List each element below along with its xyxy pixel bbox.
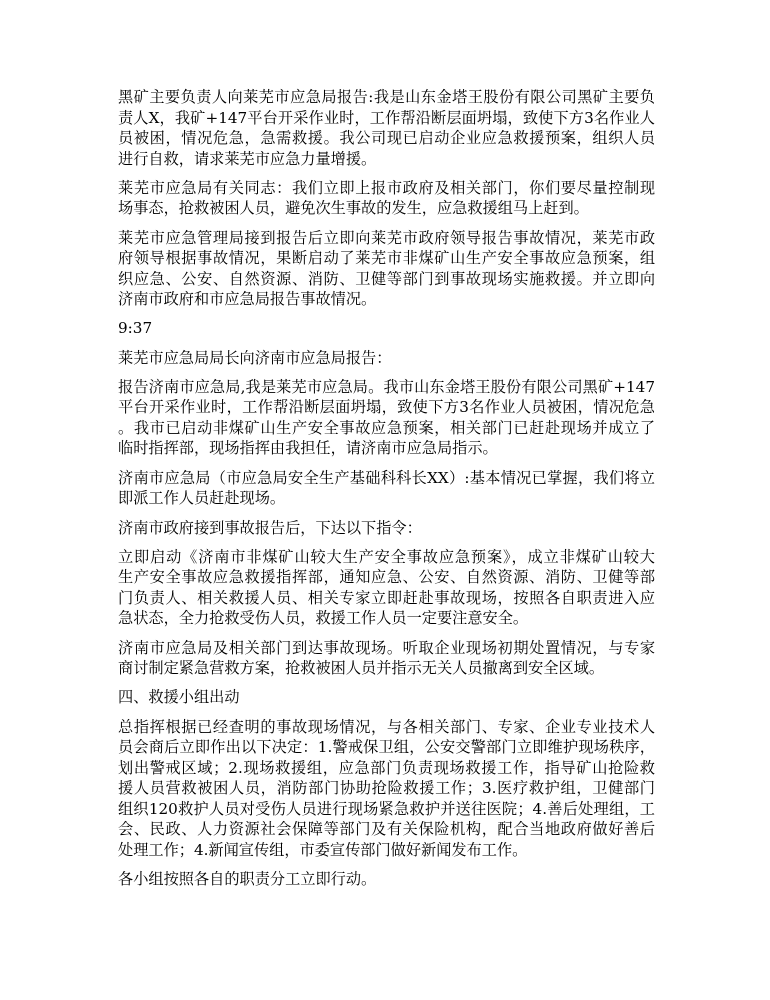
paragraph (118, 178, 655, 219)
text-line: 进行自救，请求莱芜市应急力量增援。 (118, 149, 377, 168)
text-line: 各小组按照各自的职责分工立即行动。 (118, 870, 377, 889)
text-line: 。我市已启动非煤矿山生产安全事故应急预案，相关部门已赶赴现场并成立了 (118, 418, 655, 437)
text-line: 四、救援小组出动 (118, 688, 240, 707)
text-line: 员被困，情况危急，急需救援。我公司现已启动企业应急救援预案，组织人员 (118, 129, 655, 147)
text-line: 即派工作人员赶赴现场。 (118, 489, 286, 508)
text-line: 援人员营救被困人员，消防部门协助抢险救援工作；3.医疗救护组，卫健部门 (118, 779, 655, 798)
text-line: 门负责人、相关救援人员、相关专家立即赶赴事故现场，按照各自职责进入应 (118, 588, 655, 607)
paragraph (118, 377, 655, 459)
text-line: 生产安全事故应急救援指挥部，通知应急、公安、自然资源、消防、卫健等部 (118, 568, 655, 587)
text-line: 会、民政、人力资源社会保障等部门及有关保险机构，配合当地政府做好善后 (118, 820, 655, 839)
document-body (118, 87, 655, 898)
text-line: 报告济南市应急局,我是莱芜市应急局。我市山东金塔王股份有限公司黑矿+147 (118, 377, 655, 396)
text-line: 济南市政府和市应急局报告事故情况。 (118, 290, 377, 309)
text-line: 济南市政府接到事故报告后，下达以下指令： (118, 518, 422, 537)
paragraph (118, 87, 655, 169)
text-line: 莱芜市应急局局长向济南市应急局报告： (118, 348, 392, 367)
text-line: 莱芜市应急管理局接到报告后立即向莱芜市政府领导报告事故情况，莱芜市政 (118, 228, 655, 247)
text-line: 组织120救护人员对受伤人员进行现场紧急救护并送往医院；4.善后处理组，工 (118, 799, 655, 818)
text-line: 府领导根据事故情况，果断启动了莱芜市非煤矿山生产安全事故应急预案，组 (118, 249, 655, 268)
text-line: 莱芜市应急局有关同志：我们立即上报市政府及相关部门，你们要尽量控制现 (118, 178, 655, 197)
text-line: 临时指挥部，现场指挥由我担任，请济南市应急局指示。 (118, 439, 498, 458)
text-line: 场事态，抢救被困人员，避免次生事故的发生，应急救援组马上赶到。 (118, 199, 589, 218)
text-line: 处理工作；4.新闻宣传组，市委宣传部门做好新闻发布工作。 (118, 840, 528, 859)
text-line: 立即启动《济南市非煤矿山较大生产安全事故应急预案》，成立非煤矿山较大 (118, 547, 655, 566)
paragraph (118, 717, 655, 861)
text-line: 织应急、公安、自然资源、消防、卫健等部门到事故现场实施救援。并立即向 (118, 269, 655, 288)
text-line: 济南市应急局（市应急局安全生产基础科科长XX）:基本情况已掌握，我们将立 (118, 468, 655, 487)
text-line: 划出警戒区域；2.现场救援组，应急部门负责现场救援工作，指导矿山抢险救 (118, 758, 655, 777)
paragraph (118, 869, 655, 890)
paragraph (118, 348, 655, 369)
section-heading (118, 687, 655, 708)
text-line: 急状态，全力抢救受伤人员，救援工作人员一定要注意安全。 (118, 609, 529, 628)
text-line: 平台开采作业时，工作帮沿断层面坍塌，致使下方3名作业人员被困，情况危急 (118, 398, 655, 417)
paragraph (118, 468, 655, 509)
text-line: 总指挥根据已经查明的事故现场情况，与各相关部门、专家、企业专业技术人 (118, 717, 655, 736)
text-line: 济南市应急局及相关部门到达事故现场。听取企业现场初期处置情况，与专家 (118, 638, 655, 657)
text-line: 员会商后立即作出以下决定：1.警戒保卫组，公安交警部门立即维护现场秩序， (118, 738, 655, 757)
timestamp (118, 318, 655, 339)
text-line: 黑矿主要负责人向莱芜市应急局报告:我是山东金塔王股份有限公司黑矿主要负 (118, 88, 655, 106)
paragraph (118, 638, 655, 679)
paragraph (118, 518, 655, 539)
text-line: 商讨制定紧急营救方案，抢救被困人员并指示无关人员撤离到安全区域。 (118, 659, 604, 678)
paragraph (118, 547, 655, 629)
text-line: 9:37 (118, 319, 153, 338)
paragraph (118, 228, 655, 310)
text-line: 责人X，我矿+147平台开采作业时，工作帮沿断层面坍塌，致使下方3名作业人 (118, 108, 655, 127)
